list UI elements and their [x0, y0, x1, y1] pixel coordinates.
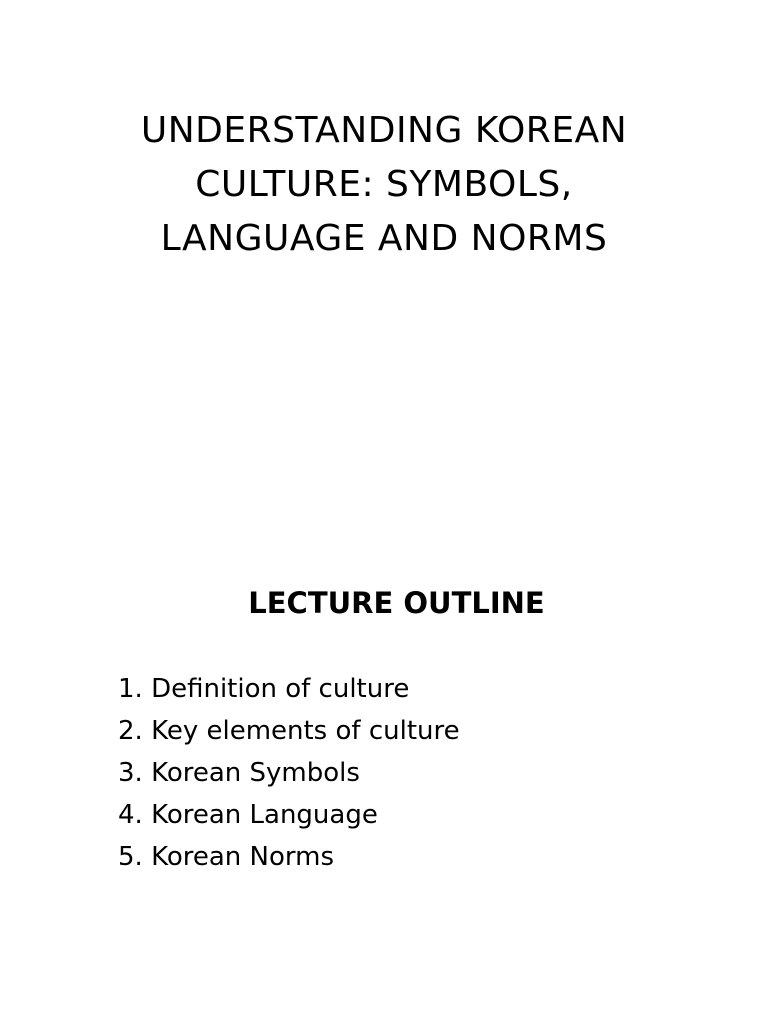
- lecture-outline-heading: LECTURE OUTLINE: [248, 586, 545, 620]
- document-title: [0, 104, 768, 266]
- outline-item: 5. Korean Norms: [118, 842, 334, 872]
- outline-item: 2. Key elements of culture: [118, 716, 460, 746]
- outline-item: 3. Korean Symbols: [118, 758, 360, 788]
- title-line: CULTURE: SYMBOLS,: [195, 164, 573, 205]
- title-line: LANGUAGE AND NORMS: [160, 218, 608, 259]
- outline-item: 1. Definition of culture: [118, 674, 410, 704]
- lecture-outline-list: [118, 668, 460, 878]
- outline-item: 4. Korean Language: [118, 800, 378, 830]
- title-line: UNDERSTANDING KOREAN: [140, 110, 628, 151]
